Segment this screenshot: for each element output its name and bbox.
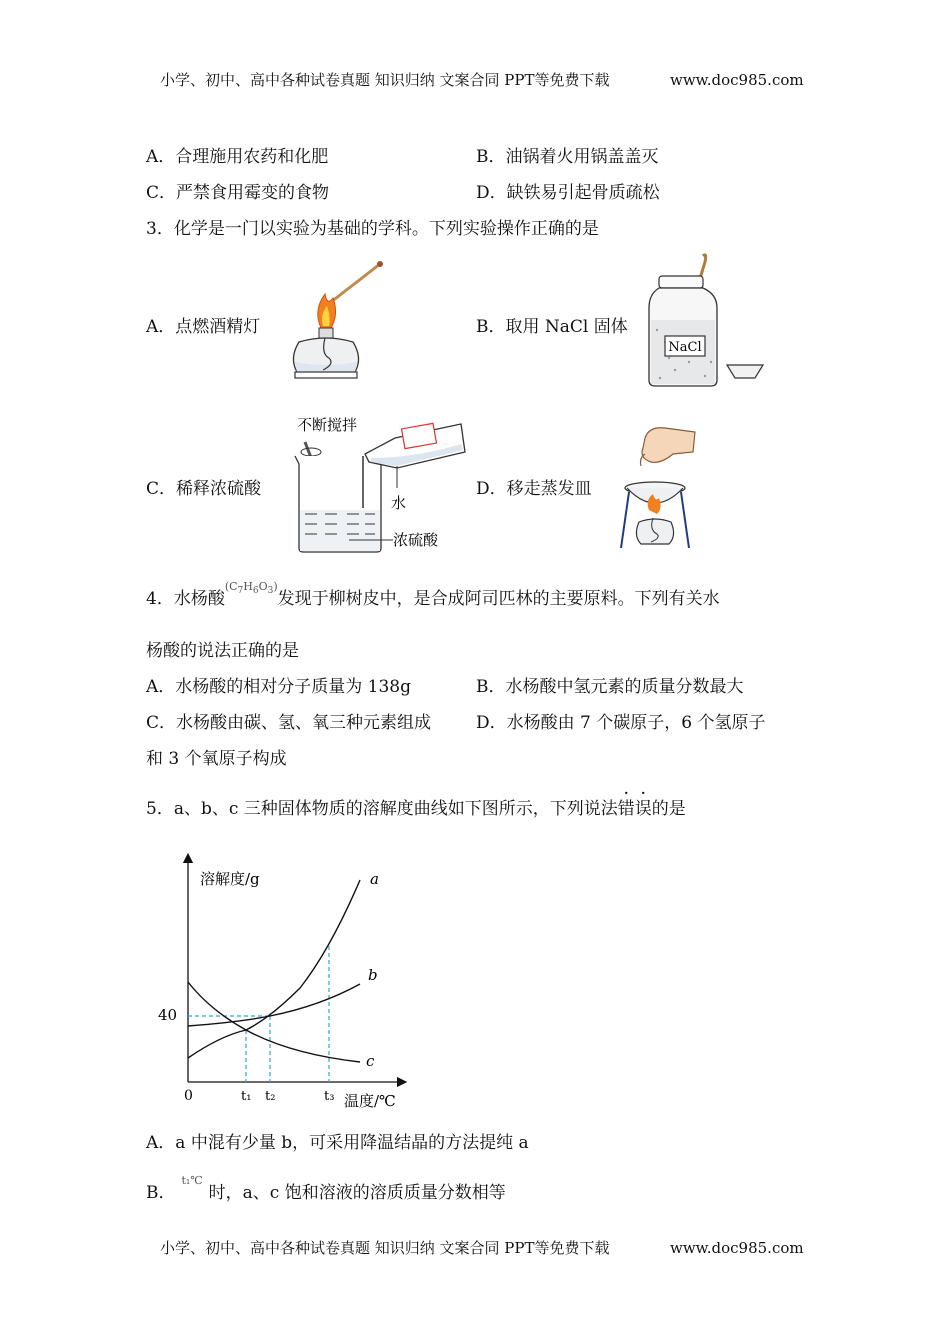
- q4-option-d: D．水杨酸由 7 个碳原子，6 个氢原子: [476, 713, 766, 733]
- q4-stem-pre: 4．水杨酸: [146, 589, 225, 609]
- formula-o: O: [258, 580, 268, 593]
- footer-right[interactable]: www.doc985.com: [670, 1239, 804, 1257]
- dilute-acid-figure: [285, 408, 470, 558]
- series-label-c: c: [366, 1052, 375, 1070]
- origin-label: 0: [184, 1088, 193, 1104]
- q4-stem-line2: 杨酸的说法正确的是: [146, 641, 299, 661]
- q3-option-c: C．稀释浓硫酸: [146, 479, 262, 499]
- curve-c: [188, 982, 360, 1062]
- q4-stem-line1: [146, 580, 720, 616]
- alcohol-lamp-figure: [285, 258, 395, 393]
- solubility-chart: [150, 850, 420, 1115]
- q3-option-a: A．点燃酒精灯: [146, 317, 261, 337]
- acid-label: 浓硫酸: [393, 531, 439, 549]
- formula-o-n: 3: [267, 586, 274, 596]
- nacl-jar-figure: [645, 250, 770, 390]
- q5-option-a: A．a 中混有少量 b，可采用降温结晶的方法提纯 a: [146, 1133, 529, 1153]
- curve-b: [188, 984, 360, 1026]
- q5-stem-post: 的是: [651, 799, 686, 819]
- q5-emph-2: 误: [634, 799, 652, 819]
- q5-option-b-post: 时，a、c 饱和溶液的溶质质量分数相等: [208, 1183, 506, 1203]
- evaporating-dish-figure: [615, 418, 700, 556]
- water-label: 水: [391, 494, 407, 512]
- header-right[interactable]: www.doc985.com: [670, 71, 804, 89]
- nacl-label: NaCl: [668, 340, 702, 355]
- x-axis-label: 温度/℃: [344, 1092, 396, 1110]
- q5-option-b-pre: B．: [146, 1183, 176, 1203]
- q4-option-c: C．水杨酸由碳、氢、氧三种元素组成: [146, 713, 432, 733]
- q3-option-b: B．取用 NaCl 固体: [476, 317, 628, 337]
- y-tick-40: 40: [158, 1006, 178, 1024]
- formula-h: H: [243, 580, 253, 593]
- q5-option-b: [146, 1174, 506, 1206]
- q5-option-b-temp: t₁℃: [181, 1174, 203, 1187]
- formula-h-n: 6: [252, 586, 259, 596]
- series-label-b: b: [368, 966, 378, 984]
- stir-label: 不断搅拌: [297, 416, 358, 434]
- q5-emph-1: 错: [617, 799, 635, 819]
- series-label-a: a: [370, 870, 379, 888]
- x-tick-t1: t₁: [241, 1089, 252, 1104]
- q2-option-c: C．严禁食用霉变的食物: [146, 183, 330, 203]
- q4-formula: (C7H6O3): [224, 580, 278, 596]
- header-left: 小学、初中、高中各种试卷真题 知识归纳 文案合同 PPT等免费下载: [160, 71, 610, 89]
- q4-option-d-cont: 和 3 个氧原子构成: [146, 749, 287, 769]
- q2-option-d: D．缺铁易引起骨质疏松: [476, 183, 660, 203]
- formula-c: C: [229, 580, 238, 593]
- q2-option-b: B．油锅着火用锅盖盖灭: [476, 147, 659, 167]
- x-tick-t3: t₃: [324, 1089, 335, 1104]
- q4-option-b: B．水杨酸中氢元素的质量分数最大: [476, 677, 744, 697]
- q3-stem: 3．化学是一门以实验为基础的学科。下列实验操作正确的是: [146, 219, 599, 239]
- q4-stem-post: 发现于柳树皮中，是合成阿司匹林的主要原料。下列有关水: [277, 589, 720, 609]
- y-axis-label: 溶解度/g: [200, 870, 260, 888]
- formula-c-n: 7: [237, 586, 244, 596]
- q3-option-d: D．移走蒸发皿: [476, 479, 592, 499]
- x-tick-t2: t₂: [265, 1089, 276, 1104]
- q5-stem: [146, 798, 686, 820]
- q2-option-a: A．合理施用农药和化肥: [146, 147, 329, 167]
- curve-a: [188, 880, 360, 1058]
- footer-left: 小学、初中、高中各种试卷真题 知识归纳 文案合同 PPT等免费下载: [160, 1239, 610, 1257]
- q4-option-a: A．水杨酸的相对分子质量为 138g: [146, 677, 412, 697]
- q5-stem-pre: 5．a、b、c 三种固体物质的溶解度曲线如下图所示，下列说法: [146, 799, 618, 819]
